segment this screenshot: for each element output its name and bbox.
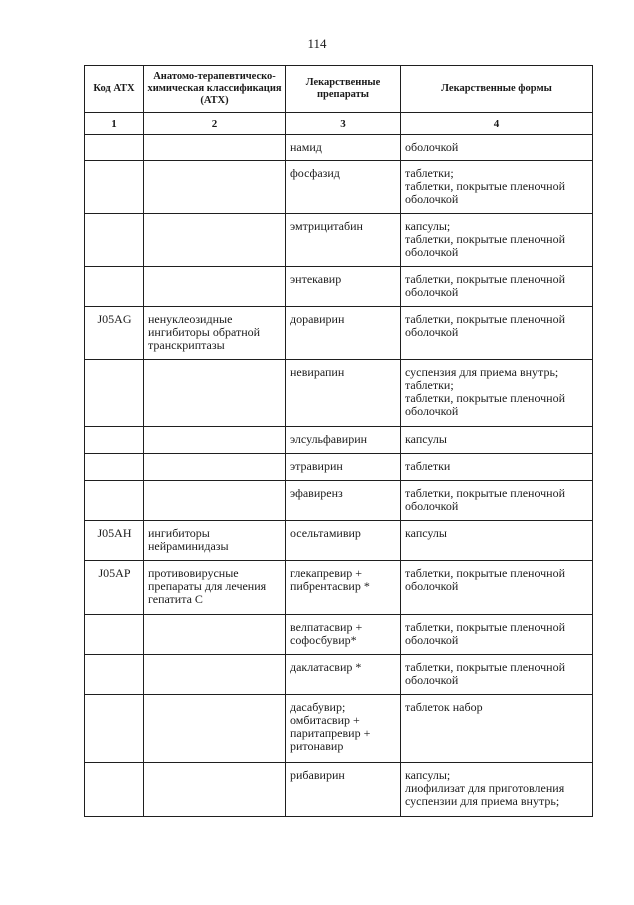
table-row xyxy=(85,267,593,307)
dosage-form-item: таблетки, покрытые пленочной оболочкой xyxy=(405,232,566,259)
drug-name-cell: дасабувир; омбитасвир + паритапревир + ритонавир xyxy=(286,695,401,763)
table-header-row xyxy=(85,66,593,113)
table-row xyxy=(85,161,593,214)
table-row xyxy=(85,427,593,454)
classification-cell xyxy=(144,655,286,695)
atc-code-cell: J05AG xyxy=(85,307,144,360)
dosage-form-item: таблетки, покрытые пленочной оболочкой xyxy=(405,620,566,647)
drug-name-cell: энтекавир xyxy=(286,267,401,307)
drug-name-cell: осельтамивир xyxy=(286,521,401,561)
atc-code-cell xyxy=(85,454,144,481)
dosage-forms-cell xyxy=(401,763,593,817)
dosage-form-item: капсулы; xyxy=(405,768,451,782)
classification-cell xyxy=(144,267,286,307)
atc-code-cell xyxy=(85,655,144,695)
atc-code-cell xyxy=(85,481,144,521)
table-row xyxy=(85,307,593,360)
table-row xyxy=(85,135,593,161)
drug-name-cell: рибавирин xyxy=(286,763,401,817)
header-drugs: Лекарственные препараты xyxy=(286,66,401,113)
drug-name-cell: эмтрицитабин xyxy=(286,214,401,267)
column-number: 3 xyxy=(286,113,401,135)
dosage-forms-cell xyxy=(401,427,593,454)
dosage-forms-cell xyxy=(401,561,593,615)
dosage-form-item: лиофилизат для приготовления суспензии для приема внутрь; xyxy=(405,781,565,808)
dosage-forms-cell xyxy=(401,521,593,561)
atc-code-cell xyxy=(85,267,144,307)
column-number: 2 xyxy=(144,113,286,135)
header-code: Код АТХ xyxy=(85,66,144,113)
drug-name-cell: фосфазид xyxy=(286,161,401,214)
classification-cell xyxy=(144,615,286,655)
table-row xyxy=(85,615,593,655)
dosage-form-item: таблетки, покрытые пленочной оболочкой xyxy=(405,660,566,687)
dosage-forms-cell xyxy=(401,214,593,267)
dosage-form-item: таблетки, покрытые пленочной оболочкой xyxy=(405,391,566,418)
classification-cell xyxy=(144,427,286,454)
table-row xyxy=(85,655,593,695)
table-row xyxy=(85,481,593,521)
dosage-form-item: таблетки, покрытые пленочной оболочкой xyxy=(405,566,566,593)
classification-cell: противовирусные препараты для лечения гепатита С xyxy=(144,561,286,615)
dosage-form-item: суспензия для приема внутрь; xyxy=(405,365,559,379)
dosage-form-item: таблетки; xyxy=(405,166,454,180)
table-row xyxy=(85,214,593,267)
drug-name-cell: доравирин xyxy=(286,307,401,360)
drug-name-cell: глекапревир + пибрентасвир * xyxy=(286,561,401,615)
dosage-forms-cell xyxy=(401,307,593,360)
header-classification: Анатомо-терапевтическо-химическая классификация (АТХ) xyxy=(144,66,286,113)
classification-cell xyxy=(144,481,286,521)
drug-name-cell: даклатасвир * xyxy=(286,655,401,695)
drug-name-cell: элсульфавирин xyxy=(286,427,401,454)
dosage-form-item: таблетки, покрытые пленочной оболочкой xyxy=(405,179,566,206)
column-number: 4 xyxy=(401,113,593,135)
drug-name-cell: намид xyxy=(286,135,401,161)
table-row xyxy=(85,763,593,817)
classification-cell: ненуклеозидные ингибиторы обратной транскриптазы xyxy=(144,307,286,360)
dosage-forms-cell xyxy=(401,481,593,521)
atc-code-cell xyxy=(85,135,144,161)
dosage-form-item: таблетки xyxy=(405,459,451,473)
classification-cell xyxy=(144,214,286,267)
dosage-form-item: оболочкой xyxy=(405,140,459,154)
table-row xyxy=(85,360,593,427)
classification-cell xyxy=(144,135,286,161)
table-row xyxy=(85,521,593,561)
dosage-form-item: таблетки, покрытые пленочной оболочкой xyxy=(405,272,566,299)
dosage-form-item: таблетки, покрытые пленочной оболочкой xyxy=(405,312,566,339)
atc-code-cell xyxy=(85,360,144,427)
header-forms: Лекарственные формы xyxy=(401,66,593,113)
dosage-forms-cell xyxy=(401,655,593,695)
drug-name-cell: этравирин xyxy=(286,454,401,481)
dosage-forms-cell xyxy=(401,161,593,214)
column-number: 1 xyxy=(85,113,144,135)
classification-cell xyxy=(144,161,286,214)
drug-name-cell: велпатасвир + софосбувир* xyxy=(286,615,401,655)
atc-code-cell xyxy=(85,161,144,214)
atc-code-cell xyxy=(85,695,144,763)
drug-name-cell: невирапин xyxy=(286,360,401,427)
classification-cell: ингибиторы нейраминидазы xyxy=(144,521,286,561)
dosage-forms-cell xyxy=(401,615,593,655)
atc-code-cell xyxy=(85,214,144,267)
atc-code-cell: J05AP xyxy=(85,561,144,615)
dosage-forms-cell xyxy=(401,267,593,307)
table-body xyxy=(85,135,593,817)
page-number: 114 xyxy=(307,36,327,51)
atc-code-cell xyxy=(85,427,144,454)
drug-name-cell: эфавиренз xyxy=(286,481,401,521)
classification-cell xyxy=(144,695,286,763)
dosage-form-item: таблетки; xyxy=(405,378,454,392)
dosage-form-item: капсулы xyxy=(405,526,447,540)
classification-cell xyxy=(144,763,286,817)
atc-code-cell xyxy=(85,763,144,817)
dosage-form-item: капсулы xyxy=(405,432,447,446)
dosage-form-item: таблеток набор xyxy=(405,700,483,714)
classification-cell xyxy=(144,360,286,427)
dosage-form-item: капсулы; xyxy=(405,219,451,233)
dosage-form-item: таблетки, покрытые пленочной оболочкой xyxy=(405,486,566,513)
dosage-forms-cell xyxy=(401,454,593,481)
dosage-forms-cell xyxy=(401,135,593,161)
table-row xyxy=(85,695,593,763)
column-number-row xyxy=(85,113,593,135)
atc-code-cell: J05AH xyxy=(85,521,144,561)
atc-table xyxy=(84,65,593,817)
table-row xyxy=(85,454,593,481)
dosage-forms-cell xyxy=(401,360,593,427)
dosage-forms-cell xyxy=(401,695,593,763)
atc-code-cell xyxy=(85,615,144,655)
classification-cell xyxy=(144,454,286,481)
table-row xyxy=(85,561,593,615)
